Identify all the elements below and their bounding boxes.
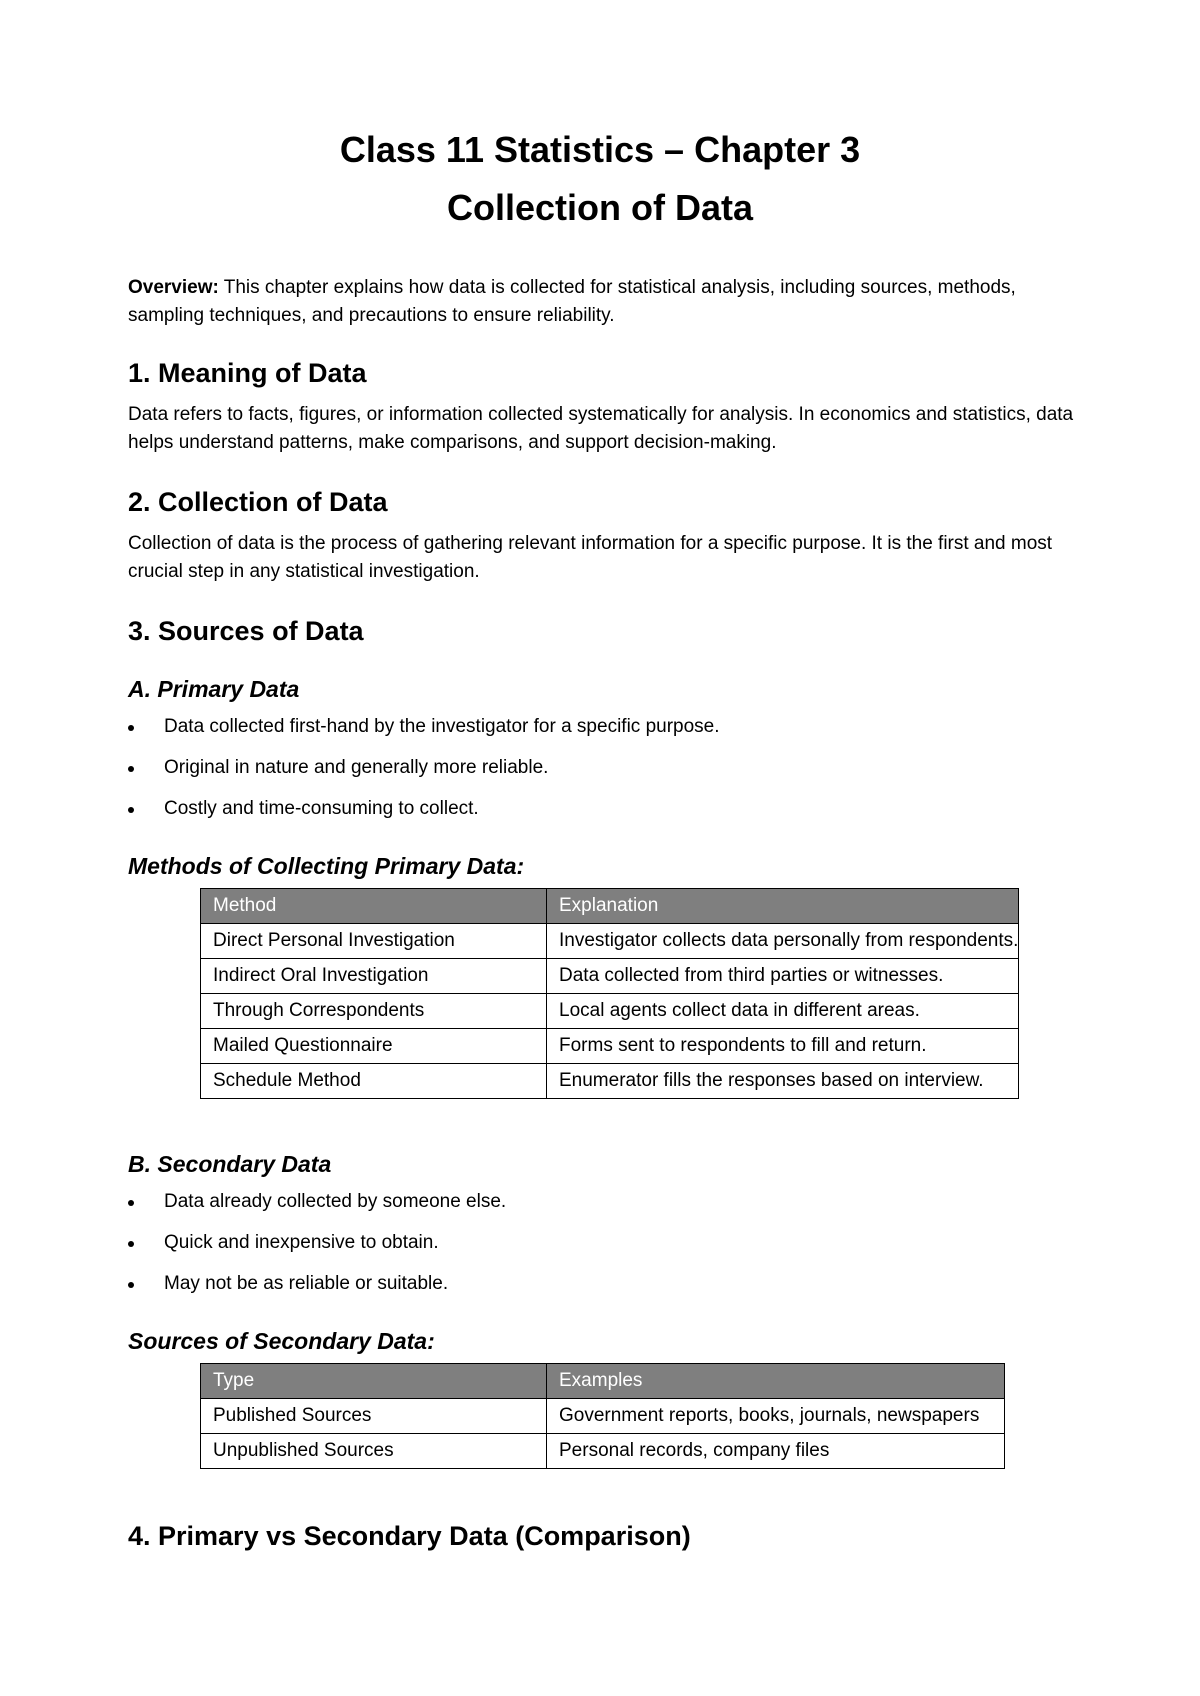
column-header-method: Method: [201, 889, 547, 924]
table-cell: Indirect Oral Investigation: [201, 959, 547, 994]
table-header-row: [201, 889, 1019, 924]
table-row: [201, 994, 1019, 1029]
list-item: Original in nature and generally more reliable.: [128, 757, 720, 798]
document-subtitle: Collection of Data: [446, 187, 754, 228]
list-item: Data collected first-hand by the investigator for a specific purpose.: [128, 716, 720, 757]
secondary-sources-heading: Sources of Secondary Data:: [128, 1328, 435, 1354]
column-header-explanation: Explanation: [547, 889, 1019, 924]
overview-paragraph: [128, 274, 1088, 330]
list-item: Costly and time-consuming to collect.: [128, 798, 720, 839]
column-header-type: Type: [201, 1364, 547, 1399]
bullet-dot: [128, 807, 134, 813]
list-item: Quick and inexpensive to obtain.: [128, 1232, 506, 1273]
primary-data-list: [128, 716, 720, 839]
bullet-dot: [128, 725, 134, 731]
table-cell: Personal records, company files: [547, 1434, 1005, 1469]
secondary-sources-table: [200, 1363, 1005, 1469]
table-cell: Through Correspondents: [201, 994, 547, 1029]
list-item: Data already collected by someone else.: [128, 1191, 506, 1232]
table-cell: Forms sent to respondents to fill and return.: [547, 1029, 1019, 1064]
table-cell: Data collected from third parties or witnesses.: [547, 959, 1019, 994]
secondary-data-list: [128, 1191, 506, 1314]
table-header-row: [201, 1364, 1005, 1399]
bullet-dot: [128, 1282, 134, 1288]
table-cell: Direct Personal Investigation: [201, 924, 547, 959]
table-row: [201, 1399, 1005, 1434]
primary-data-heading: A. Primary Data: [128, 676, 300, 702]
table-cell: Schedule Method: [201, 1064, 547, 1099]
overview-label: Overview:: [128, 277, 219, 298]
table-cell: Investigator collects data personally from respondents.: [547, 924, 1019, 959]
table-row: [201, 1434, 1005, 1469]
secondary-data-heading: B. Secondary Data: [128, 1151, 332, 1177]
section3-heading: 3. Sources of Data: [128, 616, 364, 646]
table-cell: Published Sources: [201, 1399, 547, 1434]
table-cell: Government reports, books, journals, newspapers: [547, 1399, 1005, 1434]
section1-heading: 1. Meaning of Data: [128, 358, 367, 388]
table-cell: Unpublished Sources: [201, 1434, 547, 1469]
section2-text: Collection of data is the process of gathering relevant information for a specific purpose. It is the first and most crucial step in any statistical investigation.: [128, 533, 1053, 582]
table-cell: Local agents collect data in different areas.: [547, 994, 1019, 1029]
table-cell: Mailed Questionnaire: [201, 1029, 547, 1064]
table-row: [201, 959, 1019, 994]
column-header-examples: Examples: [547, 1364, 1005, 1399]
list-item: May not be as reliable or suitable.: [128, 1273, 506, 1314]
table-row: [201, 1029, 1019, 1064]
section2-heading: 2. Collection of Data: [128, 487, 388, 517]
table-cell: Enumerator fills the responses based on interview.: [547, 1064, 1019, 1099]
bullet-dot: [128, 1200, 134, 1206]
table-row: [201, 924, 1019, 959]
table-row: [201, 1064, 1019, 1099]
bullet-dot: [128, 766, 134, 772]
primary-methods-table: [200, 888, 1019, 1099]
primary-methods-heading: Methods of Collecting Primary Data:: [128, 853, 525, 879]
overview-text: This chapter explains how data is collected for statistical analysis, including sources, methods, sampling techniques, and precautions to ensure reliability.: [128, 277, 1016, 326]
document-title: Class 11 Statistics – Chapter 3: [339, 129, 861, 170]
section1-text: Data refers to facts, figures, or information collected systematically for analysis. In economics and statistics, data helps understand patterns, make comparisons, and support decision-making.: [128, 404, 1074, 453]
bullet-dot: [128, 1241, 134, 1247]
section4-heading: 4. Primary vs Secondary Data (Comparison): [128, 1521, 691, 1551]
